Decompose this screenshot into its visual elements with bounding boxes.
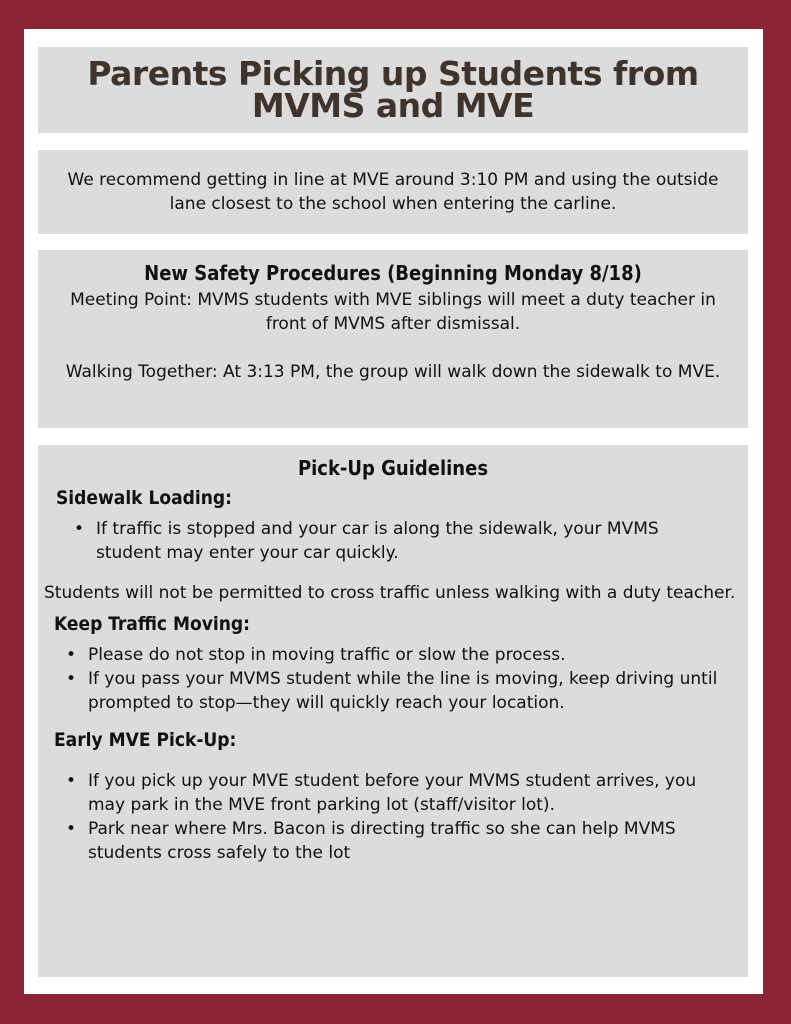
list-item: • Please do not stop in moving traffic or slow the process.	[88, 643, 718, 667]
walking-together-text: Walking Together: At 3:13 PM, the group will walk down the sidewalk to MVE.	[65, 362, 721, 382]
guidelines-heading: Pick-Up Guidelines	[297, 456, 489, 480]
intro-panel	[38, 150, 748, 234]
guidelines-panel	[38, 445, 748, 977]
list-item: • If you pick up your MVE student before your MVMS student arrives, you may park in the MVE front parking lot (staff/visitor lot).	[88, 769, 728, 817]
keep-traffic-moving-list	[88, 643, 718, 715]
cross-traffic-note: Students will not be permitted to cross traffic unless walking with a duty teacher.	[44, 583, 736, 603]
intro-text: We recommend getting in line at MVE around 3:10 PM and using the outside lane closest to the school when entering the carline.	[67, 170, 719, 214]
list-item: • If you pass your MVMS student while the line is moving, keep driving until prompted to stop—they will quickly reach your location.	[88, 667, 718, 715]
list-item: • If traffic is stopped and your car is along the sidewalk, your MVMS student may enter your car quickly.	[96, 517, 716, 565]
page-title: Parents Picking up Students from MVMS and MVE	[87, 54, 699, 125]
flyer-sheet	[24, 29, 763, 994]
sidewalk-loading-heading: Sidewalk Loading:	[56, 487, 232, 509]
title-banner	[38, 47, 748, 133]
list-item: • Park near where Mrs. Bacon is directing traffic so she can help MVMS students cross safely to the lot	[88, 817, 728, 865]
safety-panel	[38, 250, 748, 428]
safety-heading: New Safety Procedures (Beginning Monday 8/18)	[144, 261, 642, 285]
early-pickup-heading: Early MVE Pick-Up:	[54, 729, 237, 751]
meeting-point-text: Meeting Point: MVMS students with MVE siblings will meet a duty teacher in front of MVMS after dismissal.	[70, 290, 716, 334]
early-pickup-list	[88, 769, 728, 865]
keep-traffic-moving-heading: Keep Traffic Moving:	[54, 613, 250, 635]
sidewalk-loading-list	[96, 517, 716, 565]
